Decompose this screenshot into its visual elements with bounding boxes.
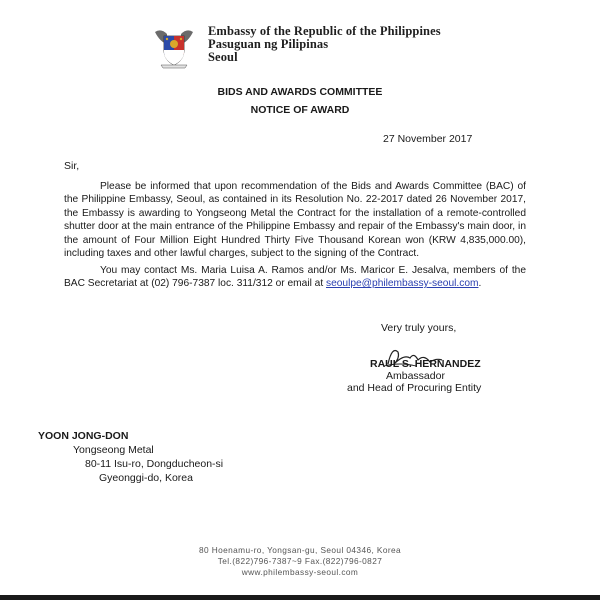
footer-phone: Tel.(822)796-7387~9 Fax.(822)796-0827 (217, 556, 383, 566)
letter-date: 27 November 2017 (383, 133, 473, 145)
signatory-role: and Head of Procuring Entity (347, 382, 482, 394)
scan-border (0, 595, 600, 600)
embassy-seal-icon (151, 24, 197, 70)
letterhead-line3: Seoul (208, 50, 238, 64)
valediction: Very truly yours, (381, 322, 457, 334)
body-paragraph-2-text: You may contact Ms. Maria Luisa A. Ramos and/or Ms. Maricor E. Jesalva, members of the BAC Secretariat at (02) 796-7387 loc. 311/312 or email at (64, 265, 526, 290)
body-paragraph-1: Please be informed that upon recommendation of the Bids and Awards Committee (BAC) of the Philippine Embassy, Seoul, as contained in its Resolution No. 22-2017 dated 26 November 2017, the Embassy is awarding to Yongseong Metal the Contract for the installation of a remote-controlled shutter door at the main entrance of the Philippine Embassy and repair of the Embassy's main door, in the amount of Four Million Eight Hundred Thirty Five Thousand Korean won (KRW 4,835,000.00), including taxes and other lawful charges, subject to the signing of the Contract. (64, 181, 526, 260)
email-link[interactable]: seoulpe@philembassy-seoul.com (326, 278, 479, 290)
addressee-region: Gyeonggi-do, Korea (99, 472, 193, 484)
letterhead (208, 25, 441, 64)
signatory-title: Ambassador (386, 370, 445, 382)
body-paragraph-2 (64, 264, 526, 291)
letterhead-line2: Pasuguan ng Pilipinas (208, 37, 329, 51)
addressee-name: YOON JONG-DON (38, 430, 129, 442)
notice-heading: NOTICE OF AWARD (250, 104, 350, 116)
committee-heading: BIDS AND AWARDS COMMITTEE (217, 86, 383, 98)
addressee-street: 80-11 Isu-ro, Dongducheon-si (85, 458, 224, 470)
footer-address: 80 Hoenamu-ro, Yongsan-gu, Seoul 04346, Korea (198, 545, 402, 555)
body-paragraph-2-end: . (478, 278, 482, 290)
salutation: Sir, (64, 160, 80, 172)
signatory-name: RAUL S. HERNANDEZ (370, 358, 481, 370)
footer-web[interactable]: www.philembassy-seoul.com (241, 567, 359, 577)
letterhead-line1: Embassy of the Republic of the Philippines (208, 24, 441, 38)
addressee-company: Yongseong Metal (73, 444, 154, 456)
